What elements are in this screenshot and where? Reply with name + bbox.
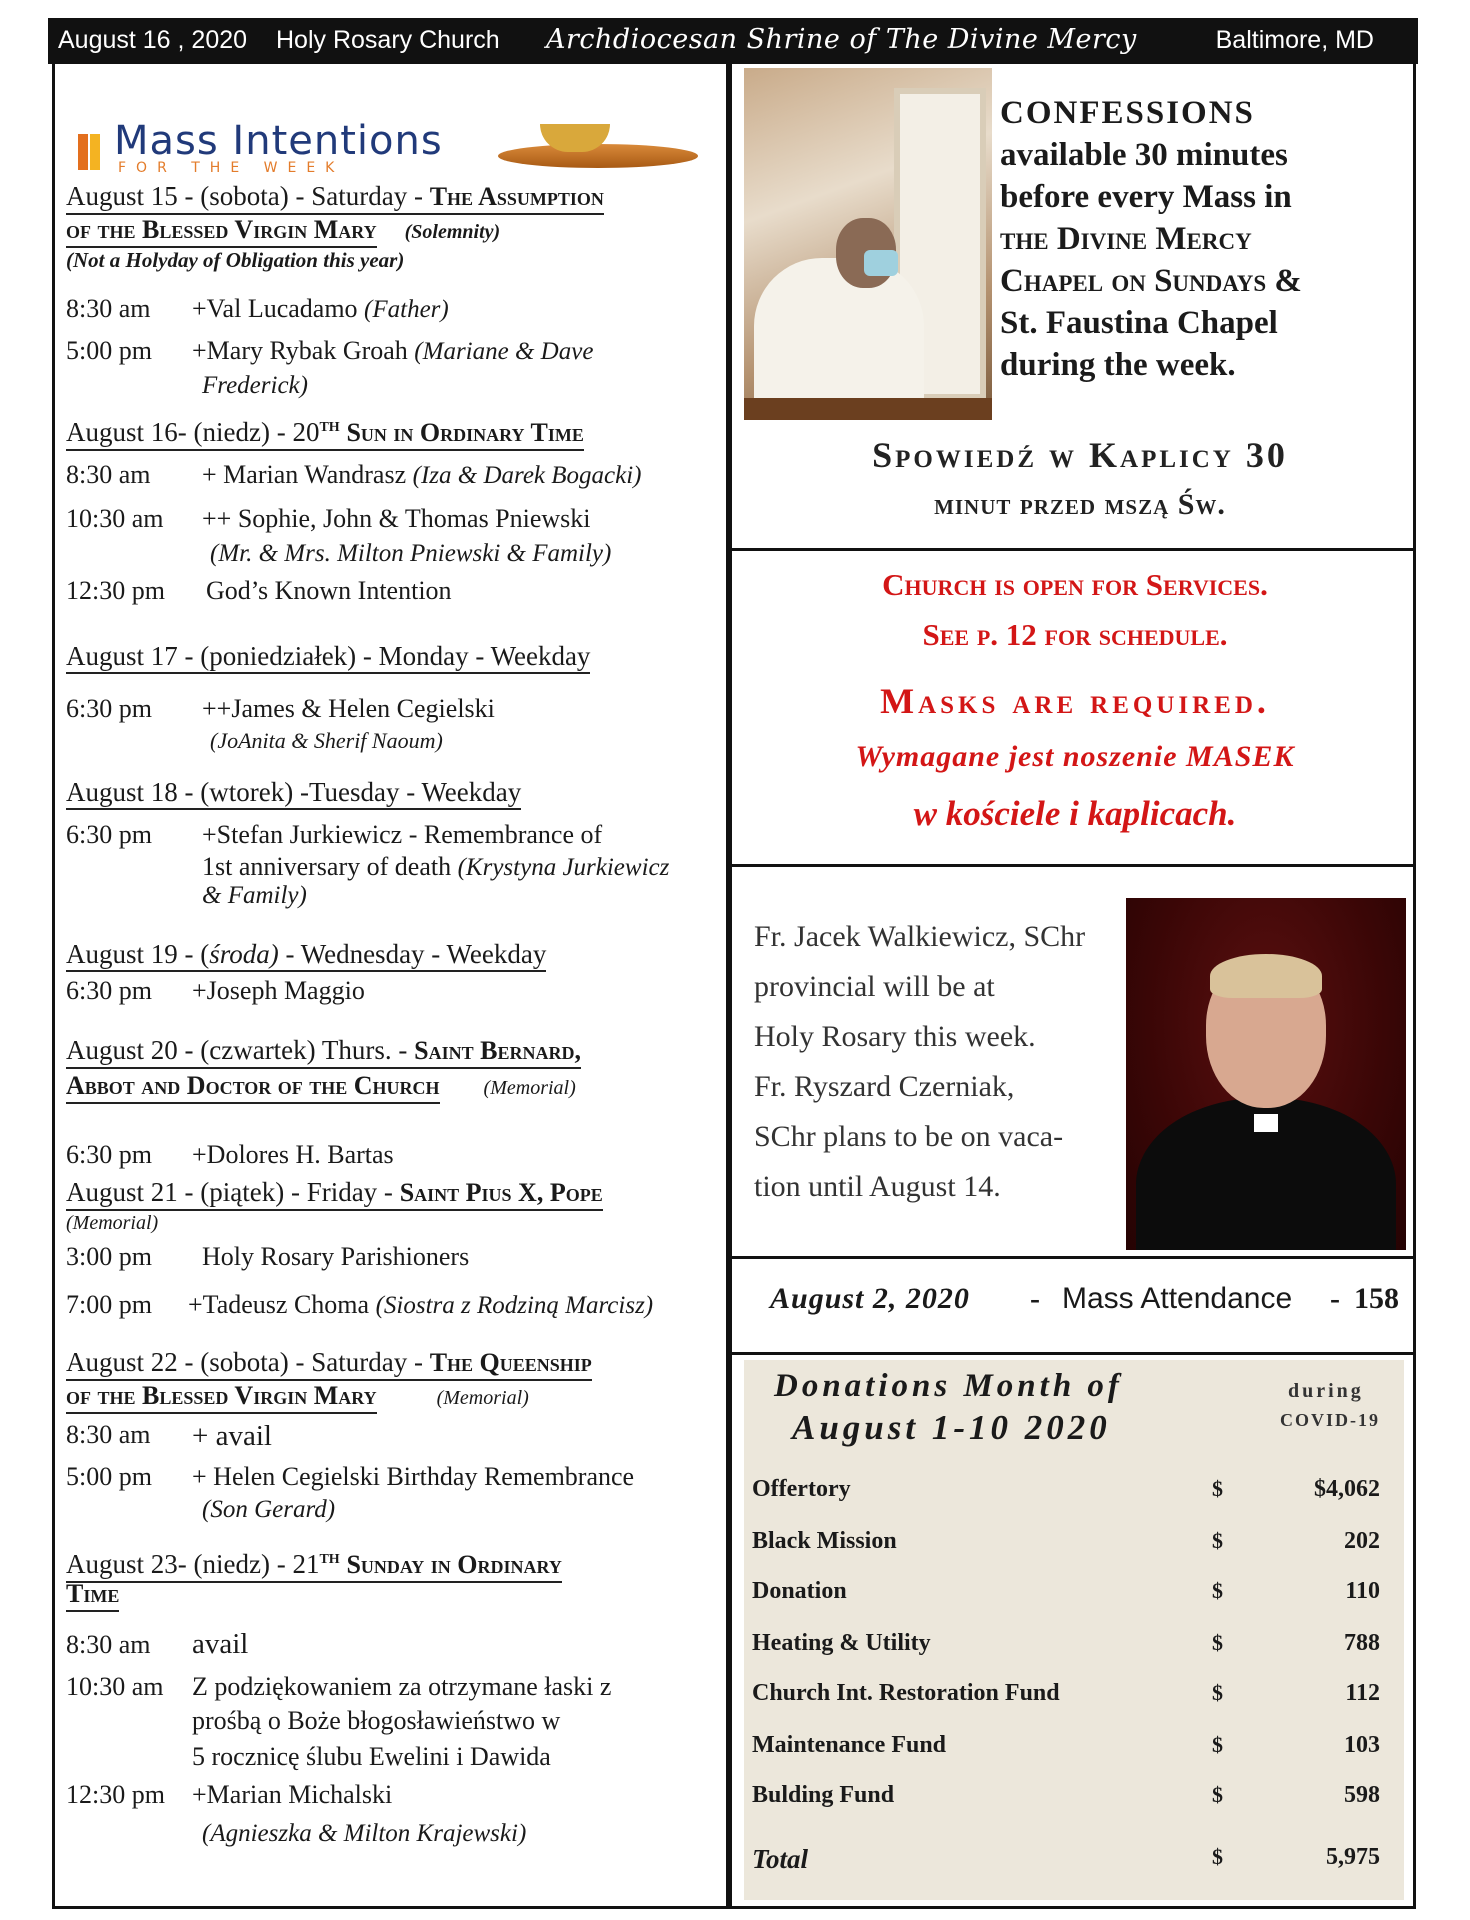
- confessions-polish: Spowiedź w Kaplicy 30 minut przed mszą Św.: [872, 435, 1288, 521]
- divider-2: [730, 864, 1416, 867]
- mass-intention: +Joseph Maggio: [192, 976, 365, 1005]
- feast-name: of the Blessed Virgin Mary: [66, 1380, 377, 1414]
- mass-intention: +Dolores H. Bartas: [192, 1140, 394, 1169]
- mass-intention-by: (Son Gerard): [202, 1496, 336, 1523]
- mass-time: 12:30 pm: [66, 576, 165, 605]
- mass-time: 5:00 pm: [66, 1462, 152, 1491]
- mass-intention-by: (Agnieszka & Milton Krajewski): [202, 1820, 527, 1847]
- bread-icon: [498, 144, 698, 168]
- mass-time: 6:30 pm: [66, 694, 152, 723]
- mass-intention: + Marian Wandrasz (Iza & Darek Bogacki): [202, 460, 642, 489]
- donations-table: [744, 1360, 1404, 1900]
- priest-portrait: [1126, 898, 1406, 1250]
- mass-intention-by: & Family): [202, 882, 307, 909]
- day-heading: August 23- (niedz) - 21TH Sunday in Ordinary: [66, 1544, 562, 1583]
- feast-rank: (Solemnity): [404, 221, 501, 243]
- feast-name: Abbot and Doctor of the Church: [66, 1070, 440, 1104]
- divider-1: [730, 548, 1416, 551]
- table-row: Black Mission $ 202: [752, 1528, 1380, 1554]
- mass-intention: + Helen Cegielski Birthday Remembrance: [192, 1462, 635, 1491]
- donations-period: August 1-10 2020: [792, 1408, 1111, 1447]
- mass-intention: ++ Sophie, John & Thomas Pniewski: [202, 504, 591, 533]
- confessions-text: CONFESSIONS available 30 minutes before every Mass in the Divine Mercy Chapel on Sundays & St. Faustina Chapel during the week.: [1000, 95, 1302, 383]
- city-name: Baltimore, MD: [1215, 26, 1374, 54]
- mass-intention-by: Frederick): [202, 372, 308, 399]
- mass-intention: 5 rocznicę ślubu Ewelini i Dawida: [192, 1742, 551, 1771]
- day-heading: August 18 - (wtorek) -Tuesday - Weekday: [66, 776, 521, 810]
- provincial-notice: Fr. Jacek Walkiewicz, SChr provincial will be at Holy Rosary this week. Fr. Ryszard Czerniak, SChr plans to be on vaca- tion until August 14.: [754, 920, 1086, 1203]
- mass-intention: Holy Rosary Parishioners: [202, 1242, 470, 1271]
- day-heading: August 20 - (czwartek) Thurs. - Saint Bernard,: [66, 1034, 581, 1069]
- masks-notice: Masks are required.: [880, 681, 1270, 721]
- attendance-count: 158: [1354, 1282, 1399, 1315]
- day-heading: August 15 - (sobota) - Saturday - The Assumption: [66, 180, 604, 215]
- feast-name: of the Blessed Virgin Mary: [66, 214, 377, 248]
- feast-name: Time: [66, 1578, 119, 1612]
- church-open-notice: Church is open for Services. See p. 12 for schedule.: [882, 567, 1268, 652]
- mass-time: 8:30 am: [66, 294, 151, 323]
- mass-time: 6:30 pm: [66, 976, 152, 1005]
- logo-bars-icon: [78, 134, 100, 170]
- day-heading: August 19 - (środa) - Wednesday - Weekday: [66, 938, 546, 972]
- mass-intention: + avail: [192, 1420, 272, 1452]
- mass-time: 3:00 pm: [66, 1242, 152, 1271]
- column-header: COVID-19: [1280, 1410, 1380, 1430]
- feast-rank: (Memorial): [436, 1387, 529, 1409]
- mass-time: 8:30 am: [66, 460, 151, 489]
- day-heading: August 17 - (poniedziałek) - Monday - Weekday: [66, 640, 590, 674]
- mass-time: 6:30 pm: [66, 820, 152, 849]
- mass-intention: +Val Lucadamo (Father): [192, 294, 449, 323]
- mass-intentions-title: Mass Intentions: [114, 118, 443, 164]
- attendance-date: August 2, 2020: [770, 1282, 970, 1315]
- confession-photo: [744, 68, 992, 420]
- divider-4: [730, 1352, 1416, 1355]
- column-divider: [726, 64, 732, 1909]
- mass-intention: ++James & Helen Cegielski: [202, 694, 495, 723]
- mass-intention-by: (Mr. & Mrs. Milton Pniewski & Family): [210, 540, 612, 567]
- masks-notice-polish: Wymagane jest noszenie MASEK: [855, 740, 1295, 773]
- feast-note: (Not a Holyday of Obligation this year): [66, 248, 405, 272]
- mass-intention: Z podziękowaniem za otrzymane łaski z: [192, 1672, 612, 1701]
- table-row: Offertory $ $4,062: [752, 1476, 1380, 1502]
- mass-time: 7:00 pm: [66, 1290, 152, 1319]
- mass-time: 12:30 pm: [66, 1780, 165, 1809]
- table-row: Heating & Utility $ 788: [752, 1630, 1380, 1656]
- mass-intentions-subtitle: FOR THE WEEK: [118, 160, 345, 176]
- day-heading: August 16- (niedz) - 20TH Sun in Ordinary Time: [66, 412, 584, 451]
- table-row: Maintenance Fund $ 103: [752, 1732, 1380, 1758]
- mass-intention: 1st anniversary of death (Krystyna Jurkiewicz: [202, 852, 670, 881]
- masks-notice-polish-2: w kościele i kaplicach.: [913, 794, 1237, 833]
- bulletin-date: August 16 , 2020: [58, 26, 248, 54]
- day-heading: August 21 - (piątek) - Friday - Saint Pius X, Pope: [66, 1176, 603, 1211]
- mass-intention: +Marian Michalski: [192, 1780, 393, 1809]
- shrine-name: Archdiocesan Shrine of The Divine Mercy: [546, 24, 1137, 55]
- mass-intention: +Mary Rybak Groah (Mariane & Dave: [192, 336, 594, 365]
- donations-title: Donations Month of: [774, 1368, 1123, 1404]
- mass-time: 8:30 am: [66, 1420, 151, 1449]
- mass-intention: God’s Known Intention: [206, 576, 452, 605]
- mass-intention: prośbą o Boże błogosławieństwo w: [192, 1706, 561, 1735]
- feast-rank: (Memorial): [483, 1077, 576, 1099]
- mass-intentions-logo: [78, 94, 718, 184]
- day-heading: August 22 - (sobota) - Saturday - The Queenship: [66, 1346, 592, 1381]
- header-bar: [48, 18, 1418, 64]
- attendance-label: Mass Attendance: [1062, 1282, 1293, 1315]
- mass-intention: +Tadeusz Choma (Siostra z Rodziną Marcisz): [188, 1290, 654, 1319]
- mass-time: 10:30 am: [66, 504, 164, 533]
- total-row: Total $ 5,975: [752, 1844, 1380, 1874]
- mass-intention-by: (JoAnita & Sherif Naoum): [210, 728, 443, 753]
- column-header: during: [1288, 1380, 1364, 1402]
- divider-3: [730, 1256, 1416, 1259]
- table-row: Church Int. Restoration Fund $ 112: [752, 1680, 1380, 1706]
- mass-intention: +Stefan Jurkiewicz - Remembrance of: [202, 820, 603, 849]
- mass-time: 10:30 am: [66, 1672, 164, 1701]
- mass-time: 6:30 pm: [66, 1140, 152, 1169]
- mass-time: 5:00 pm: [66, 336, 152, 365]
- feast-rank: (Memorial): [66, 1212, 159, 1234]
- mass-time: 8:30 am: [66, 1630, 151, 1659]
- mass-intention: avail: [192, 1628, 249, 1660]
- table-row: Bulding Fund $ 598: [752, 1782, 1380, 1808]
- table-row: Donation $ 110: [752, 1578, 1380, 1604]
- church-name: Holy Rosary Church: [276, 26, 500, 54]
